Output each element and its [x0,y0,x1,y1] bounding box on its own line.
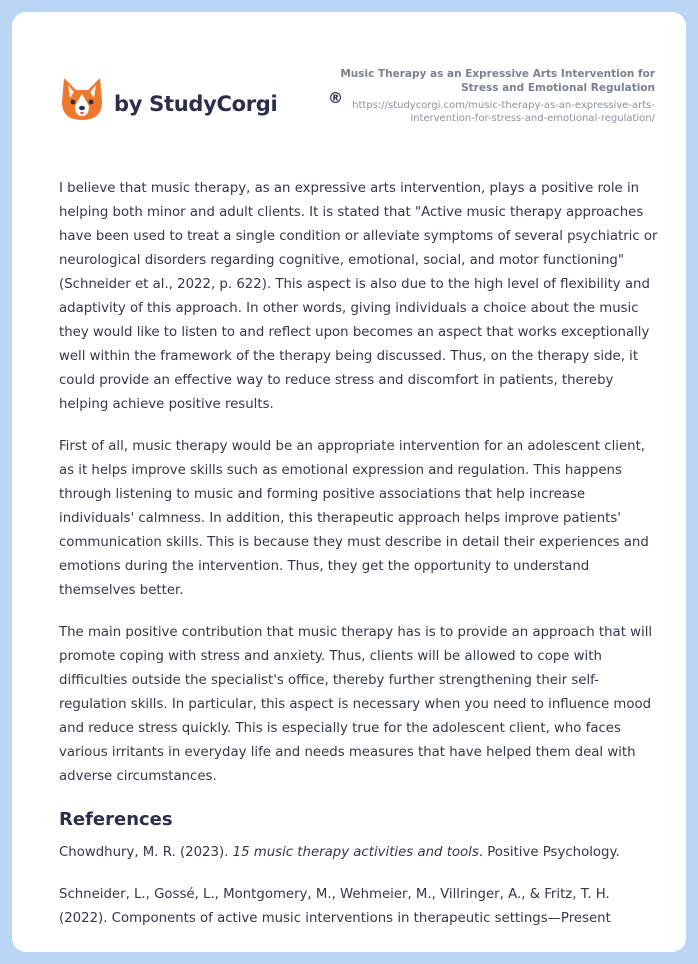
document-body [59,177,659,949]
reference-item [59,883,659,931]
corgi-logo-icon [60,76,104,122]
reference-text: . Positive Psychology. [478,845,620,860]
body-paragraph: The main positive contribution that music therapy has is to provide an approach that will promote coping with stress and anxiety. Thus, clients will be allowed to cope with difficulties outside the specialist's office, thereby further strengthening their self-regulation skills. In particular, this aspect is necessary when you need to influence mood and reduce stress quickly. This is especially true for the adolescent client, who faces various irritants in everyday life and needs measures that have helped them deal with adverse circumstances. [59,625,653,784]
document-url[interactable] [275,99,655,125]
registered-mark: ® [328,89,343,107]
reference-text: Schneider, L., Gossé, L., Montgomery, M., Wehmeier, M., Villringer, A., & Fritz, T. H. (2022). Components of active music interventions in therapeutic settings—Present [59,887,611,926]
body-paragraph: I believe that music therapy, as an expressive arts intervention, plays a positive role in helping both minor and adult clients. It is stated that "Active music therapy approaches have been used to treat a single condition or alleviate symptoms of several psychiatric or neurological disorders regarding cognitive, emotional, social, and motor functioning" (Schneider et al., 2022, p. 622). This aspect is also due to the high level of flexibility and adaptivity of this approach. In other words, giving individuals a choice about the music they would like to listen to and reflect upon becomes an aspect that works exceptionally well within the framework of the therapy being discussed. Thus, on the therapy side, it could provide an effective way to reduce stress and discomfort in patients, thereby helping achieve positive results. [59,181,658,412]
body-paragraph: First of all, music therapy would be an appropriate intervention for an adolescent client, as it helps improve skills such as emotional expression and regulation. This happens through listening to music and forming positive associations that help increase individuals' calmness. In addition, this therapeutic approach helps improve patients' communication skills. This is because they must describe in detail their experiences and emotions during the intervention. Thus, they get the opportunity to understand themselves better. [59,439,649,598]
references-heading: References [59,809,173,830]
logo-wordmark: by StudyCorgi [114,92,278,116]
document-title-line: Stress and Emotional Regulation [461,82,655,94]
reference-title: 15 music therapy activities and tools [232,845,479,860]
document-info [275,67,655,125]
document-title-line: Music Therapy as an Expressive Arts Intervention for [340,68,655,80]
reference-text: Chowdhury, M. R. (2023). [59,845,233,860]
page-header [12,12,686,152]
document-page [12,12,686,952]
reference-item [59,841,659,865]
document-url-line: intervention-for-stress-and-emotional-regulation/ [410,113,655,124]
document-title [275,67,655,95]
document-url-line: https://studycorgi.com/music-therapy-as-an-expressive-arts- [352,100,655,111]
